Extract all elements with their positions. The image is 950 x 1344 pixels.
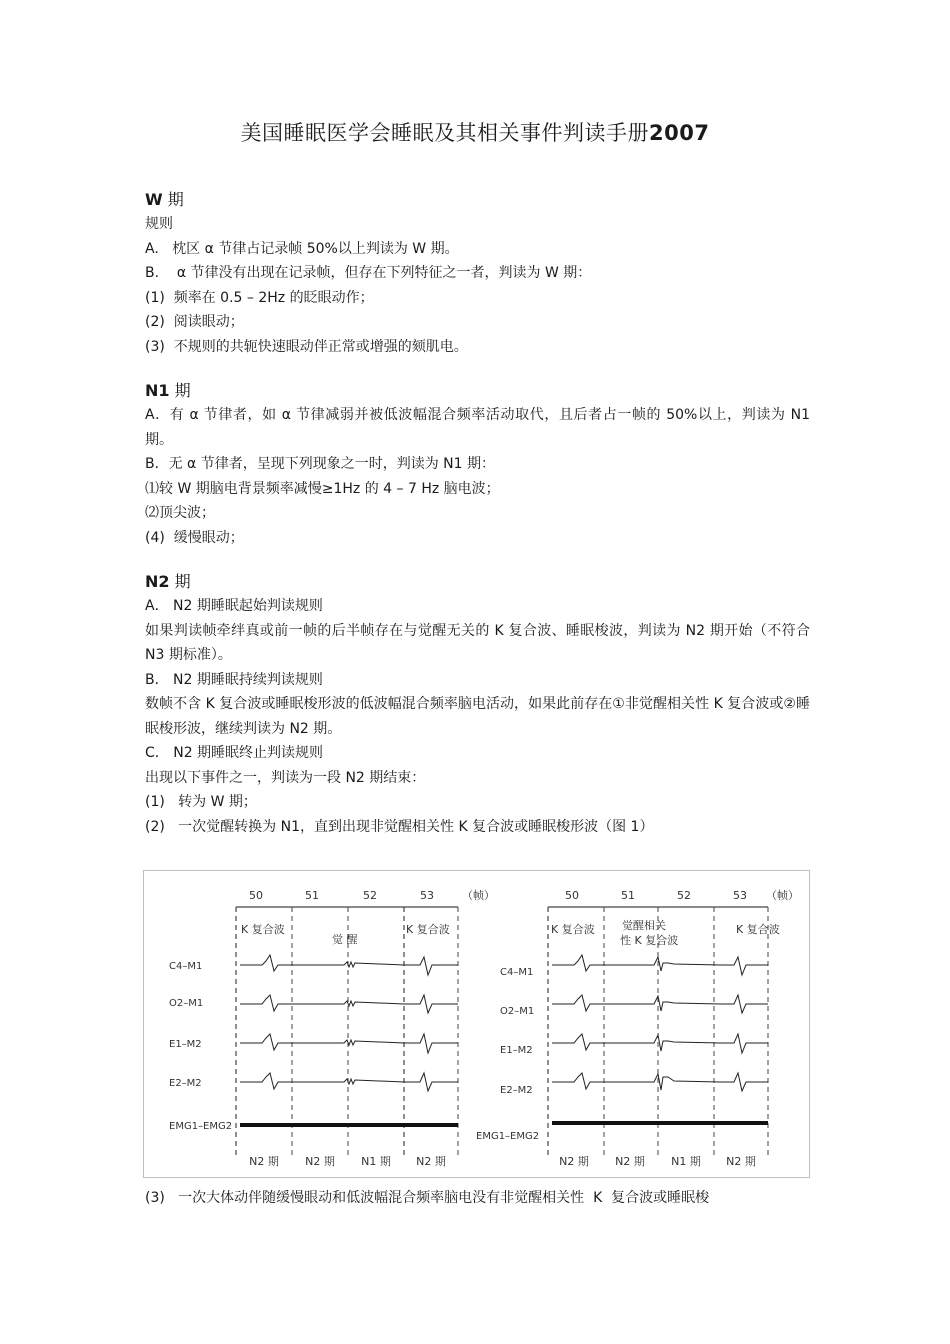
epoch-number: 51 [305,889,319,902]
eog-trace-e1 [552,1034,768,1053]
annotation-k-complex: K 复合波 [736,923,780,936]
stage-label: N2 期 [249,1155,279,1168]
annotation-k-complex: K 复合波 [406,923,450,936]
w-stage-heading: W 期 [145,190,184,209]
n1-rule-b4: (4) 缓慢眼动； [145,529,244,546]
n1-rule-b: B．无 α 节律者，呈现下列现象之一时，判读为 N1 期： [145,456,496,472]
eeg-trace-c4 [552,955,768,975]
eeg-trace-c4 [240,955,458,975]
n1-stage-heading: N1 期 [145,381,191,400]
n2-rule-c-text: 出现以下事件之一，判读为一段 N2 期结束： [145,769,426,786]
document-continuation [145,1186,810,1211]
stage-label: N2 期 [305,1155,335,1168]
channel-label: E2–M2 [500,1085,533,1096]
channel-label: C4–M1 [500,967,534,978]
stage-label: N2 期 [559,1155,589,1168]
title-main: 美国睡眠医学会睡眠及其相关事件判读手册 [240,121,650,145]
n2-rule-b-text: 数帧不含 K 复合波或睡眠梭形波的低波幅混合频率脑电活动，如果此前存在①非觉醒相关性 K 复合波或②睡眠梭形波，继续判读为 N2 期。 [145,696,810,737]
document-body [145,188,810,839]
w-rule-b3: (3) 不规则的共轭快速眼动伴正常或增强的颏肌电。 [145,338,468,355]
n1-rule-b2: ⑵顶尖波； [145,505,215,521]
stage-label: N2 期 [416,1155,446,1168]
stage-label: N2 期 [726,1155,756,1168]
channel-label: C4–M1 [169,961,203,972]
n1-rule-a: A．有 α 节律者，如 α 节律减弱并被低波幅混合频率活动取代，且后者占一帧的 50%以上，判读为 N1 期。 [145,407,810,448]
n2-rule-c2: (2) 一次觉醒转换为 N1，直到出现非觉醒相关性 K 复合波或睡眠梭形波（图 1） [145,818,654,835]
figure-1-hypnogram [143,870,810,1178]
page-title [0,118,950,148]
channel-label: O2–M1 [500,1006,535,1017]
stage-label: N2 期 [615,1155,645,1168]
eog-trace-e1 [240,1034,458,1053]
emg-trace [240,1123,458,1127]
annotation-arousal: 觉 醒 [332,933,358,946]
title-year: 2007 [649,121,710,145]
w-rule-b1: (1) 频率在 0.5 – 2Hz 的眨眼动作； [145,289,374,306]
n2-rule-c-title: C． N2 期睡眠终止判读规则 [145,745,324,761]
emg-trace [552,1121,768,1125]
epoch-number: 51 [621,889,635,902]
w-rules-label: 规则 [145,216,173,232]
stage-label: N1 期 [671,1155,701,1168]
epoch-number: 53 [420,889,434,902]
epoch-unit: （帧） [462,889,495,902]
annotation-arousal-related: 觉醒相关 [622,919,666,932]
channel-label: O2–M1 [169,998,204,1009]
epoch-number: 50 [565,889,579,902]
channel-label: EMG1–EMG2 [169,1121,233,1132]
w-rule-a: A. 枕区 α 节律占记录帧 50%以上判读为 W 期。 [145,240,459,257]
n1-rule-b1: ⑴较 W 期脑电背景频率减慢≥1Hz 的 4 – 7 Hz 脑电波； [145,480,500,497]
channel-label: EMG1–EMG2 [476,1131,540,1142]
eeg-trace-o2 [552,995,768,1013]
n2-rule-a-title: A． N2 期睡眠起始判读规则 [145,598,323,614]
annotation-k-complex: K 复合波 [241,923,285,936]
eog-trace-e2 [552,1073,768,1091]
epoch-number: 50 [249,889,263,902]
channel-label: E1–M2 [169,1039,202,1050]
epoch-number: 53 [733,889,747,902]
epoch-number: 52 [677,889,691,902]
w-rule-b: B. α 节律没有出现在记录帧，但存在下列特征之一者，判读为 W 期： [145,265,592,281]
left-panel [169,888,495,1168]
channel-label: E1–M2 [500,1045,533,1056]
n2-rule-c1: (1) 转为 W 期； [145,794,257,810]
n2-stage-heading: N2 期 [145,572,191,591]
n2-rule-c3: (3) 一次大体动伴随缓慢眼动和低波幅混合频率脑电没有非觉醒相关性 K 复合波或睡眠梭 [145,1190,710,1206]
epoch-unit: （帧） [766,889,799,902]
annotation-k-complex: K 复合波 [551,923,595,936]
eog-trace-e2 [240,1073,458,1091]
epoch-number: 52 [363,889,377,902]
stage-label: N1 期 [361,1155,391,1168]
w-rule-b2: (2) 阅读眼动； [145,314,244,330]
annotation-arousal-related: 性 K 复合波 [620,934,679,947]
channel-label: E2–M2 [169,1078,202,1089]
right-panel [476,888,799,1168]
eeg-trace-o2 [240,995,458,1013]
n2-rule-a-text: 如果判读帧牵绊真或前一帧的后半帧存在与觉醒无关的 K 复合波、睡眠梭波，判读为 N2 期开始（不符合 N3 期标准）。 [145,622,810,663]
n2-rule-b-title: B． N2 期睡眠持续判读规则 [145,671,323,688]
